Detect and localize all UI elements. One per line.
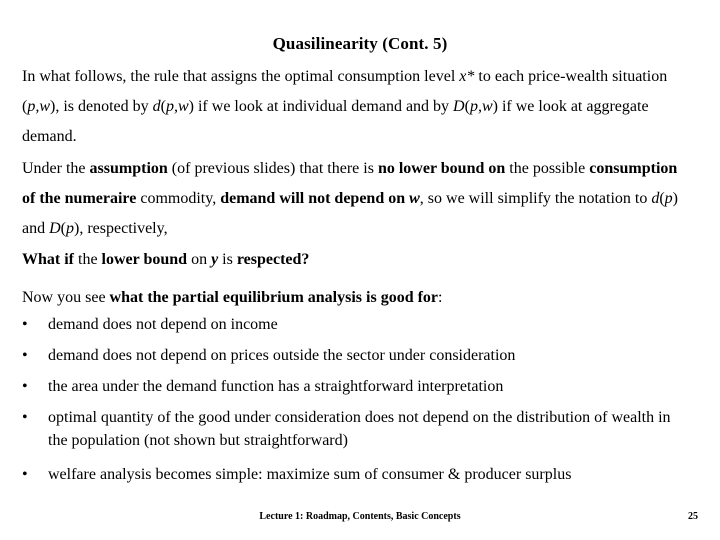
bold-text: what the partial equilibrium analysis is good for — [109, 289, 439, 306]
variable: y — [211, 251, 219, 268]
paragraph-demand-notation — [22, 62, 690, 152]
text-span: ), respectively, — [74, 220, 168, 237]
text-span: ) and — [22, 190, 678, 237]
text-span: the — [74, 251, 102, 268]
paragraph-assumption — [22, 154, 690, 244]
variable: x* — [459, 68, 475, 85]
variable: p — [664, 190, 673, 207]
variable: p,w — [165, 98, 189, 115]
bold-text: no lower bound on — [377, 160, 506, 177]
variable: d — [152, 98, 161, 115]
bold-text: demand will not depend on — [220, 190, 410, 207]
variable: p,w — [469, 98, 493, 115]
text-span: is — [218, 251, 237, 268]
variable: d — [651, 190, 660, 207]
text-span: In what follows, the rule that assigns the optimal consumption level — [22, 68, 460, 85]
variable: p,w — [27, 98, 50, 115]
text-span: to each price-wealth situation ( — [22, 68, 668, 115]
footer-lecture-title: Lecture 1: Roadmap, Contents, Basic Concepts — [259, 511, 461, 522]
text-span: (of previous slides) that there is — [167, 160, 378, 177]
bold-text: What if — [22, 251, 74, 268]
slide-title: Quasilinearity (Cont. 5) — [272, 34, 448, 53]
text-span: ( — [464, 98, 470, 115]
variable: p — [66, 220, 74, 237]
bullet-list — [22, 313, 690, 486]
text-span: ) if we look at aggregate demand. — [22, 98, 649, 145]
bold-variable — [409, 190, 420, 207]
variable: D — [453, 98, 465, 115]
bold-text: assumption — [89, 160, 168, 177]
bold-text: respected? — [236, 251, 310, 268]
bullet-item: • welfare analysis becomes simple: maximize sum of consumer & producer surplus — [22, 463, 690, 486]
text-span: , so we will simplify the notation to — [419, 190, 652, 207]
variable: D — [49, 220, 61, 237]
text-span: on — [187, 251, 212, 268]
bullet-item: • optimal quantity of the good under consideration does not depend on the distribution of wealth in the population (not shown but straightforward) — [22, 406, 690, 452]
text-span: : — [438, 289, 443, 306]
variable: w — [409, 190, 420, 207]
text-span: Now you see — [22, 289, 110, 306]
bullet-item: • demand does not depend on income — [22, 313, 690, 336]
text-span: ( — [659, 190, 665, 207]
text-span: ), is denoted by — [50, 98, 153, 115]
text-span: ) if we look at individual demand and by — [188, 98, 454, 115]
bold-text: lower bound — [101, 251, 188, 268]
bullet-item: • demand does not depend on prices outside the sector under consideration — [22, 344, 690, 367]
paragraph-lower-bound-question — [22, 245, 690, 275]
bullet-item: • the area under the demand function has a straightforward interpretation — [22, 375, 690, 398]
page-number: 25 — [688, 511, 698, 522]
bold-text: consumption of the numeraire — [22, 160, 678, 207]
text-span: the possible — [505, 160, 590, 177]
paragraph-partial-equilibrium — [22, 283, 690, 313]
text-span: ( — [60, 220, 66, 237]
text-span: Under the — [22, 160, 90, 177]
text-span: commodity, — [136, 190, 221, 207]
text-span: ( — [160, 98, 166, 115]
